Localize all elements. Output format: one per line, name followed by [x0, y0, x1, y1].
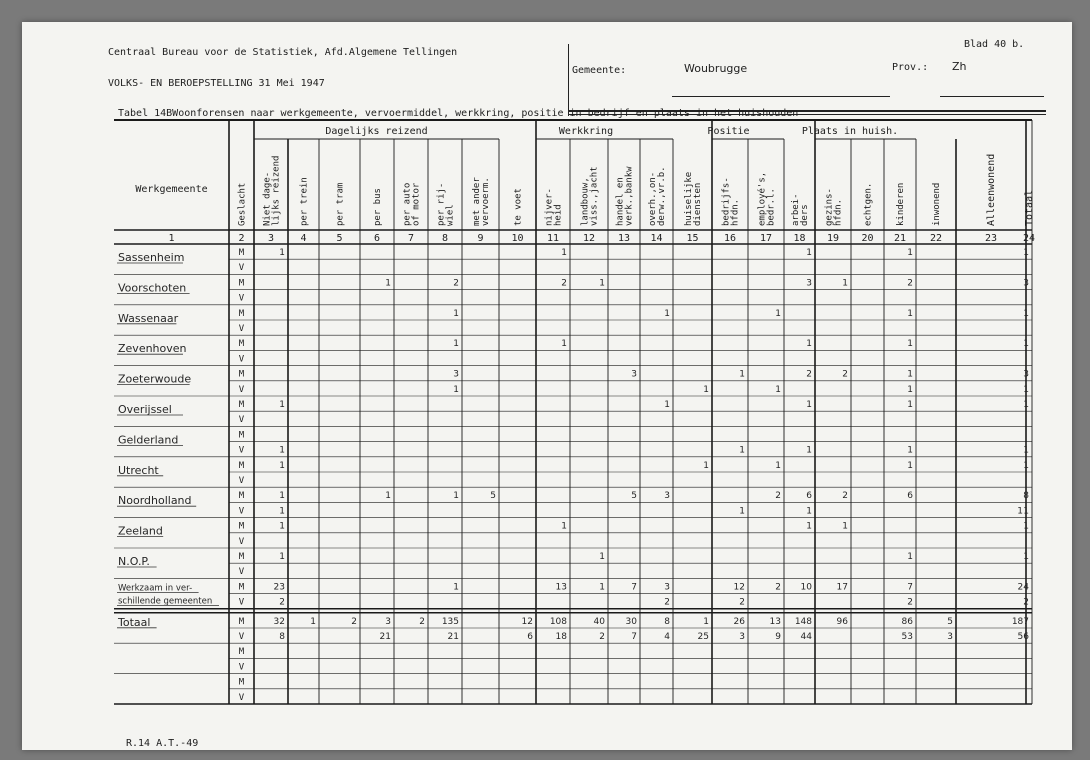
cell-v-col-3: 1: [279, 445, 285, 456]
cell-m-col-18: 2: [806, 369, 812, 380]
sex-label-v: V: [238, 415, 245, 426]
group-plaats-in-huishouden: Plaats in huish.: [801, 126, 899, 137]
total-v-col-17: 9: [775, 632, 781, 642]
cell-m-col-11: 1: [561, 248, 567, 258]
total-v-col-24: 56: [1017, 632, 1029, 642]
total-m-col-10: 12: [521, 616, 533, 627]
cell-m-col-24: 1: [1023, 339, 1029, 350]
sex-label-m: M: [238, 460, 245, 471]
cell-m-col-24: 8: [1023, 491, 1029, 502]
cell-m-col-11: 1: [561, 521, 567, 532]
cell-m-col-3: 23: [273, 582, 285, 593]
col-number-3: 3: [267, 233, 275, 244]
sex-label-v: V: [238, 324, 245, 334]
cell-m-col-21: 1: [907, 339, 913, 350]
cell-v-col-21: 1: [907, 384, 913, 395]
gemeente-value: Woubrugge: [684, 62, 748, 75]
col-header-16: hfdn.: [730, 198, 741, 226]
col-header-24: Totaal: [1024, 189, 1035, 226]
total-v-col-12: 2: [599, 632, 605, 642]
cell-v-col-24: 1: [1023, 384, 1029, 395]
col-number-14: 14: [650, 233, 663, 244]
cell-m-col-12: 1: [599, 278, 605, 289]
col-number-2: 2: [238, 233, 245, 244]
col-header-21: kinderen: [896, 182, 906, 226]
cell-m-col-24: 1: [1023, 308, 1029, 319]
cell-m-col-11: 2: [561, 278, 567, 289]
cell-m-col-13: 5: [631, 491, 637, 502]
cell-m-col-19: 2: [842, 491, 848, 502]
cell-m-col-24: 24: [1017, 582, 1029, 593]
col-number-10: 10: [511, 233, 524, 244]
col-number-16: 16: [723, 233, 737, 244]
cell-v-col-14: 2: [664, 597, 670, 608]
cell-m-col-21: 6: [907, 491, 913, 502]
total-label: Totaal: [118, 615, 151, 629]
col-header-11: nijver-: [544, 188, 555, 226]
col-header-23: Alleenwonend: [986, 153, 997, 226]
cell-m-col-13: 3: [631, 369, 637, 380]
total-v-col-16: 3: [739, 632, 745, 642]
total-v-col-13: 7: [631, 632, 637, 642]
col-header-10: te voet: [513, 188, 524, 226]
col-number-15: 15: [686, 233, 699, 244]
sex-label-v: V: [238, 445, 245, 456]
cell-m-col-21: 1: [907, 248, 913, 258]
col-number-18: 18: [793, 233, 806, 244]
cell-m-col-18: 3: [806, 278, 812, 289]
werkgemeente-name: Noordholland: [118, 494, 192, 508]
col-number-7: 7: [407, 233, 415, 244]
col-number-4: 4: [300, 233, 307, 244]
total-m-col-15: 1: [703, 616, 709, 627]
census-title: VOLKS- EN BEROEPSTELLING 31 Mei 1947: [108, 78, 325, 89]
col-number-5: 5: [336, 233, 343, 244]
sex-label-v: V: [238, 384, 245, 395]
cell-v-col-3: 2: [279, 597, 285, 608]
total-m-col-6: 3: [385, 616, 391, 627]
col-header-9: vervoerm.: [481, 177, 491, 226]
group-werkkring: Werkkring: [558, 126, 614, 137]
cell-m-col-21: 1: [907, 308, 913, 319]
cell-v-col-24: 1: [1023, 445, 1029, 456]
cell-m-col-14: 3: [664, 491, 670, 502]
cell-v-col-24: 2: [1023, 597, 1029, 608]
sex-label-m: M: [238, 582, 245, 593]
sex-label-v: V: [238, 476, 245, 486]
total-sex-label: M: [238, 647, 245, 658]
total-m-col-11: 108: [549, 616, 567, 627]
cell-m-col-16: 12: [733, 582, 745, 593]
col-number-22: 22: [929, 233, 943, 244]
col-number-24: 24: [1022, 233, 1036, 244]
col-header-14: derw.,vr.b.: [657, 166, 667, 226]
total-v-col-6: 21: [379, 632, 391, 642]
cell-m-col-18: 1: [806, 400, 812, 410]
cell-m-col-24: 1: [1023, 248, 1029, 258]
col-number-17: 17: [759, 233, 773, 244]
col-header-4: per trein: [299, 177, 310, 226]
cell-m-col-8: 1: [453, 308, 459, 319]
werkgemeente-name: Overijssel: [118, 403, 172, 416]
cell-m-col-19: 1: [842, 278, 848, 289]
sex-label-v: V: [238, 354, 245, 365]
cell-m-col-8: 1: [453, 339, 459, 350]
cell-v-col-16: 1: [739, 506, 745, 517]
total-m-col-4: 1: [310, 616, 316, 627]
col-number-12: 12: [582, 233, 596, 244]
total-v-col-10: 6: [527, 632, 533, 642]
total-m-col-3: 32: [273, 616, 285, 627]
sex-label-m: M: [238, 552, 245, 562]
werkgemeente-name: N.O.P.: [118, 555, 150, 568]
cell-v-col-15: 1: [703, 384, 709, 395]
sex-label-m: M: [238, 521, 245, 532]
col-header-15: huiselijke: [684, 171, 694, 226]
werkgemeente-name: Wassenaar: [118, 311, 179, 325]
cell-m-col-17: 1: [775, 308, 781, 319]
prov-label: Prov.:: [892, 62, 929, 73]
sex-label-m: M: [238, 430, 245, 441]
sex-label-m: M: [238, 369, 245, 380]
total-m-col-22: 5: [947, 616, 953, 627]
cell-m-col-24: 1: [1023, 552, 1029, 562]
cell-m-col-21: 2: [907, 278, 913, 289]
col-number-1: 1: [168, 233, 175, 244]
total-m-col-8: 135: [441, 616, 459, 627]
cell-m-col-8: 1: [453, 491, 459, 502]
total-v-col-21: 53: [901, 632, 913, 642]
cell-m-col-17: 2: [775, 491, 781, 502]
cell-v-col-17: 1: [775, 384, 781, 395]
col-header-19: hfdn.: [833, 198, 844, 226]
bureau-name: Centraal Bureau voor de Statistiek, Afd.Algemene Tellingen: [108, 47, 458, 58]
sex-label-m: M: [238, 278, 245, 289]
col-header-15: diensten: [693, 182, 703, 226]
cell-m-col-19: 17: [836, 582, 848, 593]
total-sex-label: V: [238, 632, 245, 642]
table-title: Tabel 14BWoonforensen naar werkgemeente, vervoermiddel, werkkring, positie in bedrijf en plaats in het huishouden: [118, 108, 799, 119]
werkgemeente-name: Zevenhoven: [118, 342, 187, 356]
sex-label-m: M: [238, 339, 245, 350]
cell-m-col-24: 3: [1023, 369, 1029, 380]
cell-m-col-11: 13: [555, 582, 567, 593]
cell-m-col-24: 1: [1023, 521, 1029, 532]
cell-m-col-6: 1: [385, 491, 391, 502]
total-v-col-14: 4: [664, 632, 670, 642]
sex-label-v: V: [238, 293, 245, 304]
cell-m-col-21: 1: [907, 369, 913, 380]
cell-v-col-8: 1: [453, 384, 459, 395]
sex-label-m: M: [238, 400, 245, 410]
werkgemeente-name: Werkzaam in ver-: [118, 583, 193, 594]
werkgemeente-name: schillende gemeenten: [118, 596, 213, 607]
werkgemeente-name: Zoeterwoude: [118, 372, 192, 386]
cell-m-col-8: 3: [453, 369, 459, 380]
col-number-13: 13: [617, 233, 631, 244]
werkgemeente-name: Utrecht: [118, 463, 159, 477]
cell-m-col-14: 3: [664, 582, 670, 593]
col-header-7: per auto: [402, 182, 413, 226]
total-v-col-3: 8: [279, 632, 285, 642]
col-header-14: overh.,on-: [648, 171, 658, 226]
cell-v-col-3: 1: [279, 506, 285, 517]
col-header-8: wiel: [445, 204, 456, 226]
cell-m-col-3: 1: [279, 400, 285, 410]
cell-m-col-19: 2: [842, 369, 848, 380]
cell-m-col-15: 1: [703, 460, 709, 471]
werkgemeente-name: Zeeland: [118, 524, 163, 538]
col-header-6: per bus: [373, 188, 383, 226]
col-header-2: Geslacht: [237, 182, 248, 226]
cell-m-col-21: 1: [907, 460, 913, 471]
cell-m-col-14: 1: [664, 308, 670, 319]
cell-v-col-23: 1: [1017, 506, 1023, 517]
cell-m-col-8: 2: [453, 278, 459, 289]
cell-m-col-21: 1: [907, 552, 913, 562]
cell-m-col-21: 7: [907, 582, 913, 593]
cell-m-col-24: 1: [1023, 460, 1029, 471]
col-header-13: verk.,bankw: [624, 166, 635, 226]
sex-label-v: V: [238, 597, 245, 608]
cell-m-col-8: 1: [453, 582, 459, 593]
col-header-18: arbei-: [791, 193, 801, 226]
col-header-7: of motor: [411, 182, 422, 226]
col-number-11: 11: [546, 233, 560, 244]
total-m-col-19: 96: [836, 616, 848, 627]
sex-label-v: V: [238, 506, 245, 517]
total-v-col-8: 21: [447, 632, 459, 642]
total-v-col-11: 18: [555, 632, 567, 642]
cell-v-col-16: 2: [739, 597, 745, 608]
col-number-21: 21: [893, 233, 907, 244]
werkgemeente-name: Gelderland: [118, 433, 179, 447]
cell-m-col-18: 6: [806, 491, 812, 502]
sheet-number: Blad 40 b.: [964, 39, 1025, 50]
total-v-col-18: 44: [800, 632, 812, 642]
col-number-6: 6: [373, 233, 381, 244]
col-header-19: gezins-: [824, 188, 835, 226]
werkgemeente-name: Voorschoten: [118, 281, 187, 295]
cell-m-col-24: 1: [1023, 400, 1029, 410]
col-number-19: 19: [826, 233, 840, 244]
cell-m-col-21: 1: [907, 400, 913, 410]
werkgemeente-name: Sassenheim: [118, 251, 185, 264]
total-m-col-21: 86: [901, 616, 913, 627]
sex-label-v: V: [238, 567, 245, 578]
total-m-col-12: 40: [593, 616, 605, 627]
cell-m-col-11: 1: [561, 339, 567, 350]
total-m-col-18: 148: [794, 616, 812, 627]
col-header-17: bedr.l.: [766, 188, 777, 226]
cell-m-col-3: 1: [279, 521, 285, 532]
sex-label-m: M: [238, 308, 245, 319]
cell-m-col-17: 1: [775, 460, 781, 471]
col-header-12: viss.,jacht: [589, 166, 600, 226]
gemeente-label: Gemeente:: [572, 65, 627, 76]
cell-m-col-6: 1: [385, 278, 391, 289]
total-m-col-14: 8: [664, 616, 670, 627]
cell-m-col-18: 1: [806, 521, 812, 532]
cell-m-col-24: 3: [1023, 278, 1029, 289]
total-v-col-22: 3: [947, 632, 953, 642]
cell-m-col-18: 10: [800, 582, 812, 593]
form-code: R.14 A.T.-49: [126, 738, 199, 749]
col-header-3: lijks reizend: [271, 155, 282, 226]
total-sex-label: V: [238, 662, 245, 673]
cell-m-col-19: 1: [842, 521, 848, 532]
cell-m-col-18: 1: [806, 339, 812, 350]
col-header-20: echtgen.: [863, 182, 874, 226]
col-header-12: landbouw,: [580, 177, 591, 226]
cell-v-col-21: 1: [907, 445, 913, 456]
total-sex-label: M: [238, 616, 245, 627]
col-number-9: 9: [477, 233, 484, 244]
col-number-8: 8: [441, 233, 449, 244]
cell-m-col-14: 1: [664, 400, 670, 410]
col-header-13: handel en: [615, 177, 626, 226]
total-sex-label: V: [238, 692, 245, 703]
cell-v-col-21: 2: [907, 597, 913, 608]
cell-v-col-16: 1: [739, 445, 745, 456]
census-form-sheet: [22, 22, 1072, 750]
cell-m-col-9: 5: [490, 491, 496, 502]
cell-v-col-24: 1: [1023, 506, 1029, 517]
cell-m-col-12: 1: [599, 552, 605, 562]
col-number-20: 20: [861, 233, 874, 244]
sex-label-v: V: [238, 536, 245, 547]
col-header-17: employé's,: [757, 171, 768, 226]
col-header-9: met ander: [472, 177, 482, 226]
col-header-werkgemeente: Werkgemeente: [135, 184, 208, 195]
col-header-3: Niet dage-: [262, 171, 273, 226]
col-header-22: inwonend: [932, 182, 942, 226]
cell-v-col-18: 1: [806, 506, 812, 517]
group-dagelijks-reizend: Dagelijks reizend: [325, 126, 428, 137]
prov-value: Zh: [952, 60, 967, 73]
group-positie: Positie: [707, 126, 750, 137]
col-header-18: ders: [800, 204, 810, 226]
col-header-11: heid: [553, 204, 564, 226]
cell-m-col-3: 1: [279, 248, 285, 258]
total-sex-label: M: [238, 677, 245, 688]
census-table: [22, 22, 1072, 750]
total-v-col-15: 25: [697, 632, 709, 642]
cell-m-col-12: 1: [599, 582, 605, 593]
col-header-16: bedrijfs-: [721, 177, 732, 226]
col-header-8: per rij-: [436, 182, 447, 226]
total-m-col-5: 2: [351, 616, 357, 627]
cell-m-col-17: 2: [775, 582, 781, 593]
sex-label-m: M: [238, 248, 245, 258]
cell-m-col-16: 1: [739, 369, 745, 380]
col-header-5: per tram: [335, 182, 346, 226]
cell-m-col-3: 1: [279, 460, 285, 471]
total-m-col-16: 26: [733, 616, 745, 627]
cell-m-col-3: 1: [279, 491, 285, 502]
total-m-col-7: 2: [419, 616, 425, 627]
cell-m-col-3: 1: [279, 552, 285, 562]
sex-label-m: M: [238, 491, 245, 502]
col-number-23: 23: [984, 233, 998, 244]
total-m-col-24: 187: [1011, 616, 1029, 627]
sex-label-v: V: [238, 263, 245, 274]
cell-v-col-18: 1: [806, 445, 812, 456]
cell-m-col-13: 7: [631, 582, 637, 593]
total-m-col-17: 13: [769, 616, 781, 627]
cell-m-col-18: 1: [806, 248, 812, 258]
total-m-col-13: 30: [625, 616, 637, 627]
